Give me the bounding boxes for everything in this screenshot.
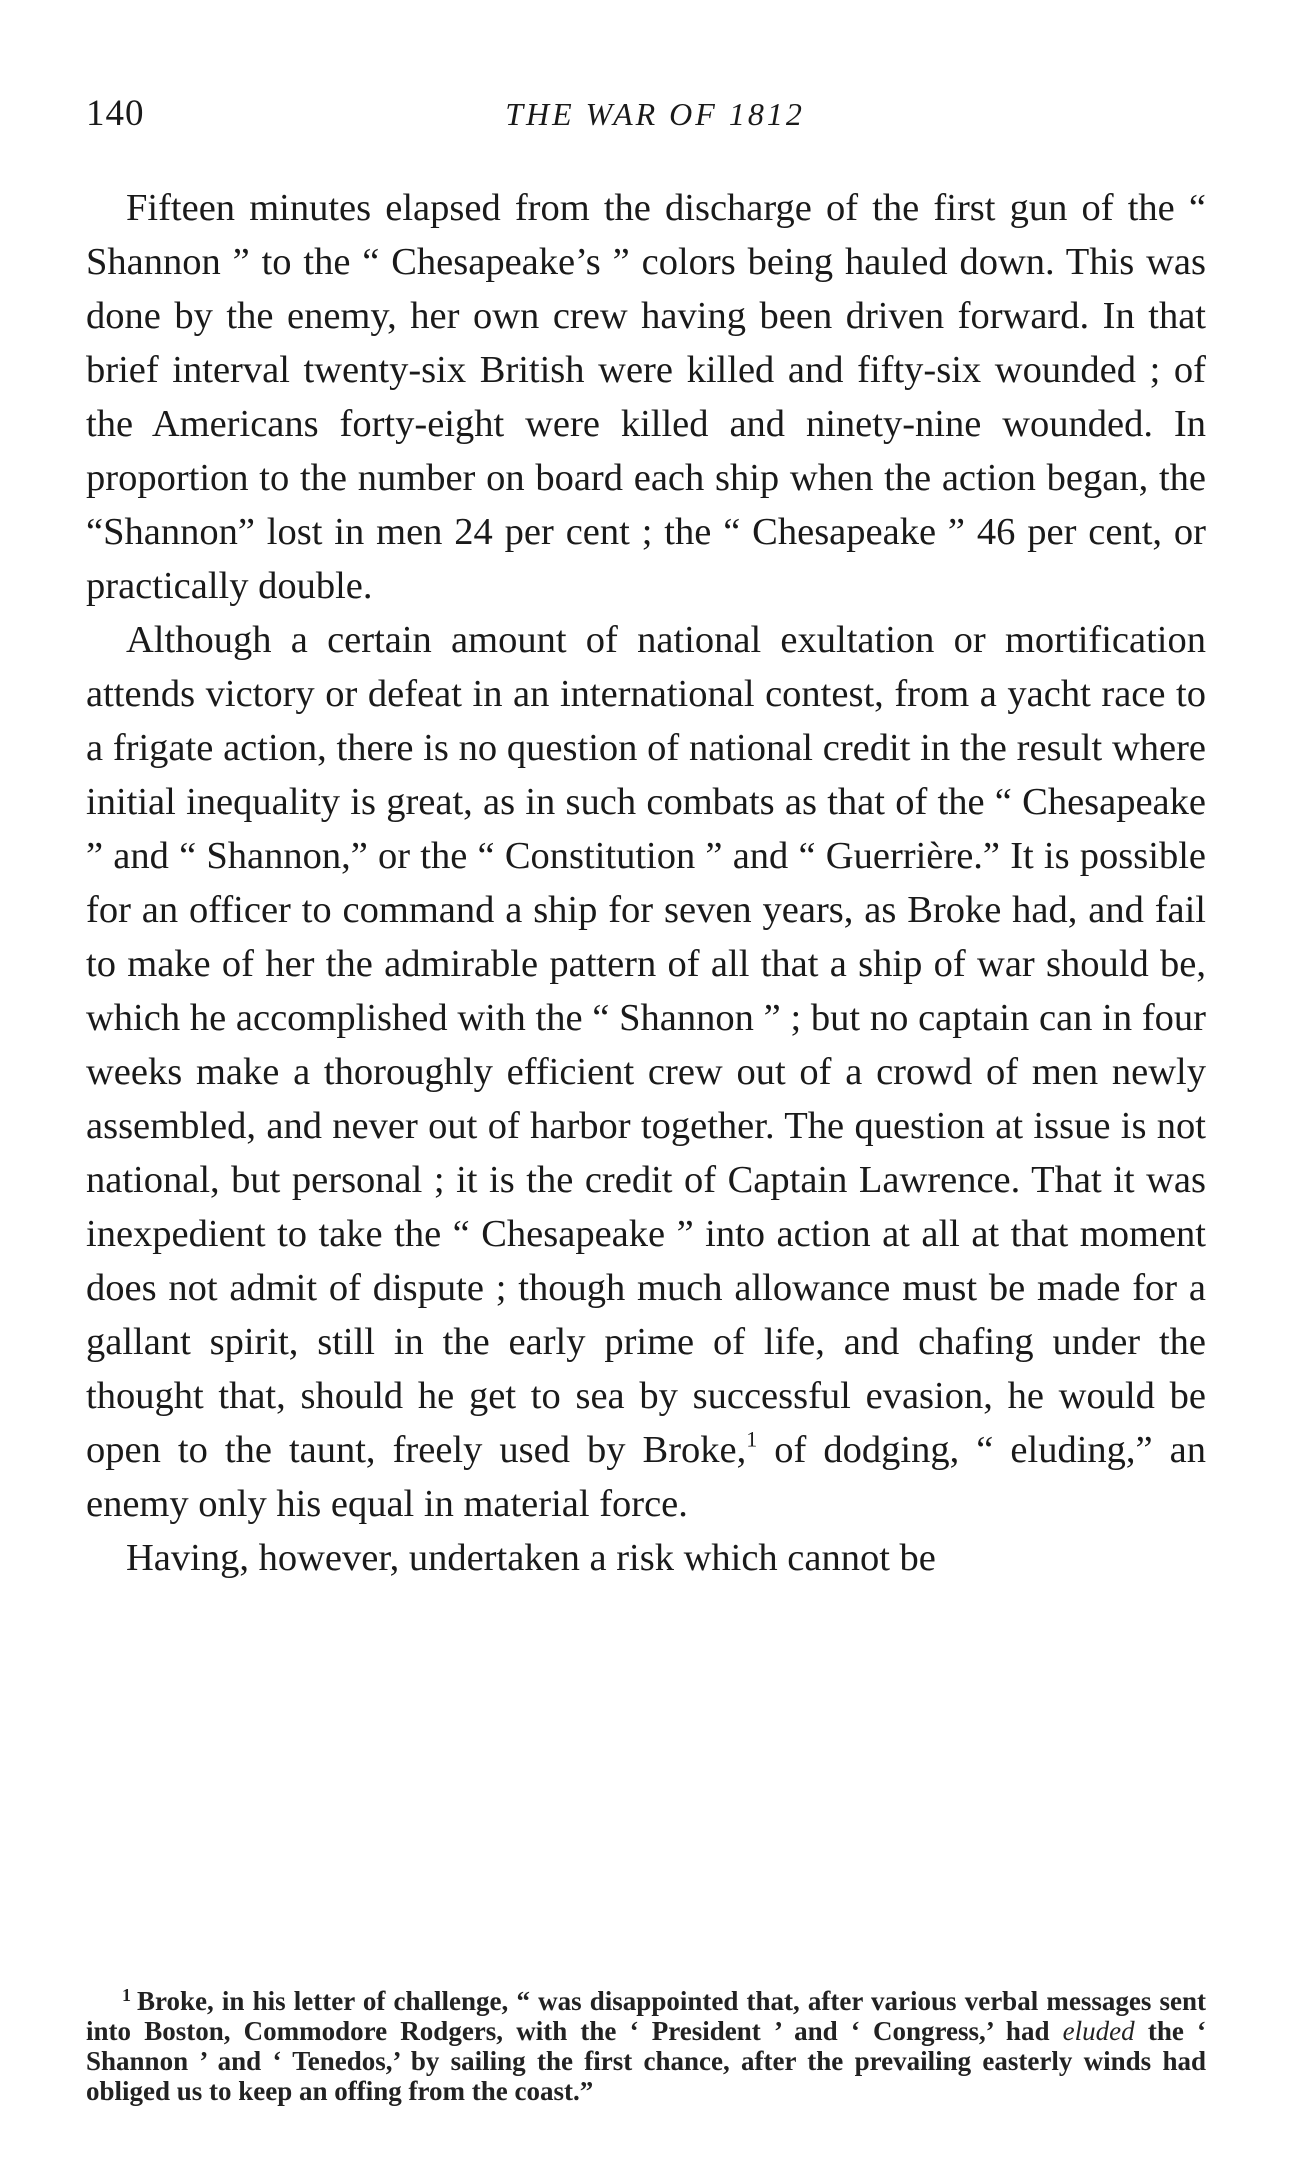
paragraph-1: Fifteen minutes elapsed from the discharge of the first gun of the “ Shannon ” to the “ Chesapeake’s ” colors being hauled down. This was done by the enemy, her own crew having been driven forward. In that brief interval twenty-six British were killed and fifty-six wounded ; of the Americans forty-eight were killed and ninety-nine wounded. In proportion to the number on board each ship when the action began, the “Shannon” lost in men 24 per cent ; the “ Chesapeake ” 46 per cent, or practically double. — [86, 187, 1206, 607]
footnote-text-a: Broke, in his letter of challenge, “ was disappointed that, after various verbal messages sent into Boston, Commodore Rodgers, with the ‘ President ’ and ‘ Congress,’ had — [86, 1986, 1206, 2046]
footnote-number: 1 — [122, 1985, 131, 2005]
paragraph-2 — [86, 613, 1206, 1531]
paragraph-2-text-a: Although a certain amount of national exultation or mortification attends victory or defeat in an international contest, from a yacht race to a frigate action, there is no question of national credit in the result where initial inequality is great, as in such combats as that of the “ Chesapeake ” and “ Shannon,” or the “ Constitution ” and “ Guerrière.” It is possible for an officer to command a ship for seven years, as Broke had, and fail to make of her the admirable pattern of all that a ship of war should be, which he accomplished with the “ Shannon ” ; but no captain can in four weeks make a thoroughly efficient crew out of a crowd of men newly assembled, and never out of harbor together. The question at issue is not national, but personal ; it is the credit of Captain Lawrence. That it was inexpedient to take the “ Chesapeake ” into action at all at that moment does not admit of dispute ; though much allowance must be made for a gallant spirit, still in the early prime of life, and chafing under the thought that, should he get to sea by successful evasion, he would be open to the taunt, freely used by Broke, — [86, 619, 1206, 1471]
body-text — [86, 181, 1206, 1585]
running-title: THE WAR OF 1812 — [505, 96, 805, 132]
footnote-1 — [86, 1986, 1206, 2106]
footnote-text-b: the ‘ Shannon ’ and ‘ Tenedos,’ by sailing the first chance, after the prevailing easterly winds had obliged us to keep an offing from the coast.” — [86, 2016, 1206, 2106]
paragraph-3: Having, however, undertaken a risk which cannot be — [126, 1537, 936, 1579]
footnote-reference-mark[interactable]: 1 — [746, 1426, 758, 1452]
footnotes — [86, 1986, 1206, 2106]
paragraph-2-text-b: of dodging, “ eluding,” an enemy only his equal in material force. — [86, 1429, 1206, 1525]
page-number: 140 — [86, 93, 145, 134]
footnote-emphasis: eluded — [1062, 2016, 1135, 2046]
running-head — [86, 92, 1206, 152]
